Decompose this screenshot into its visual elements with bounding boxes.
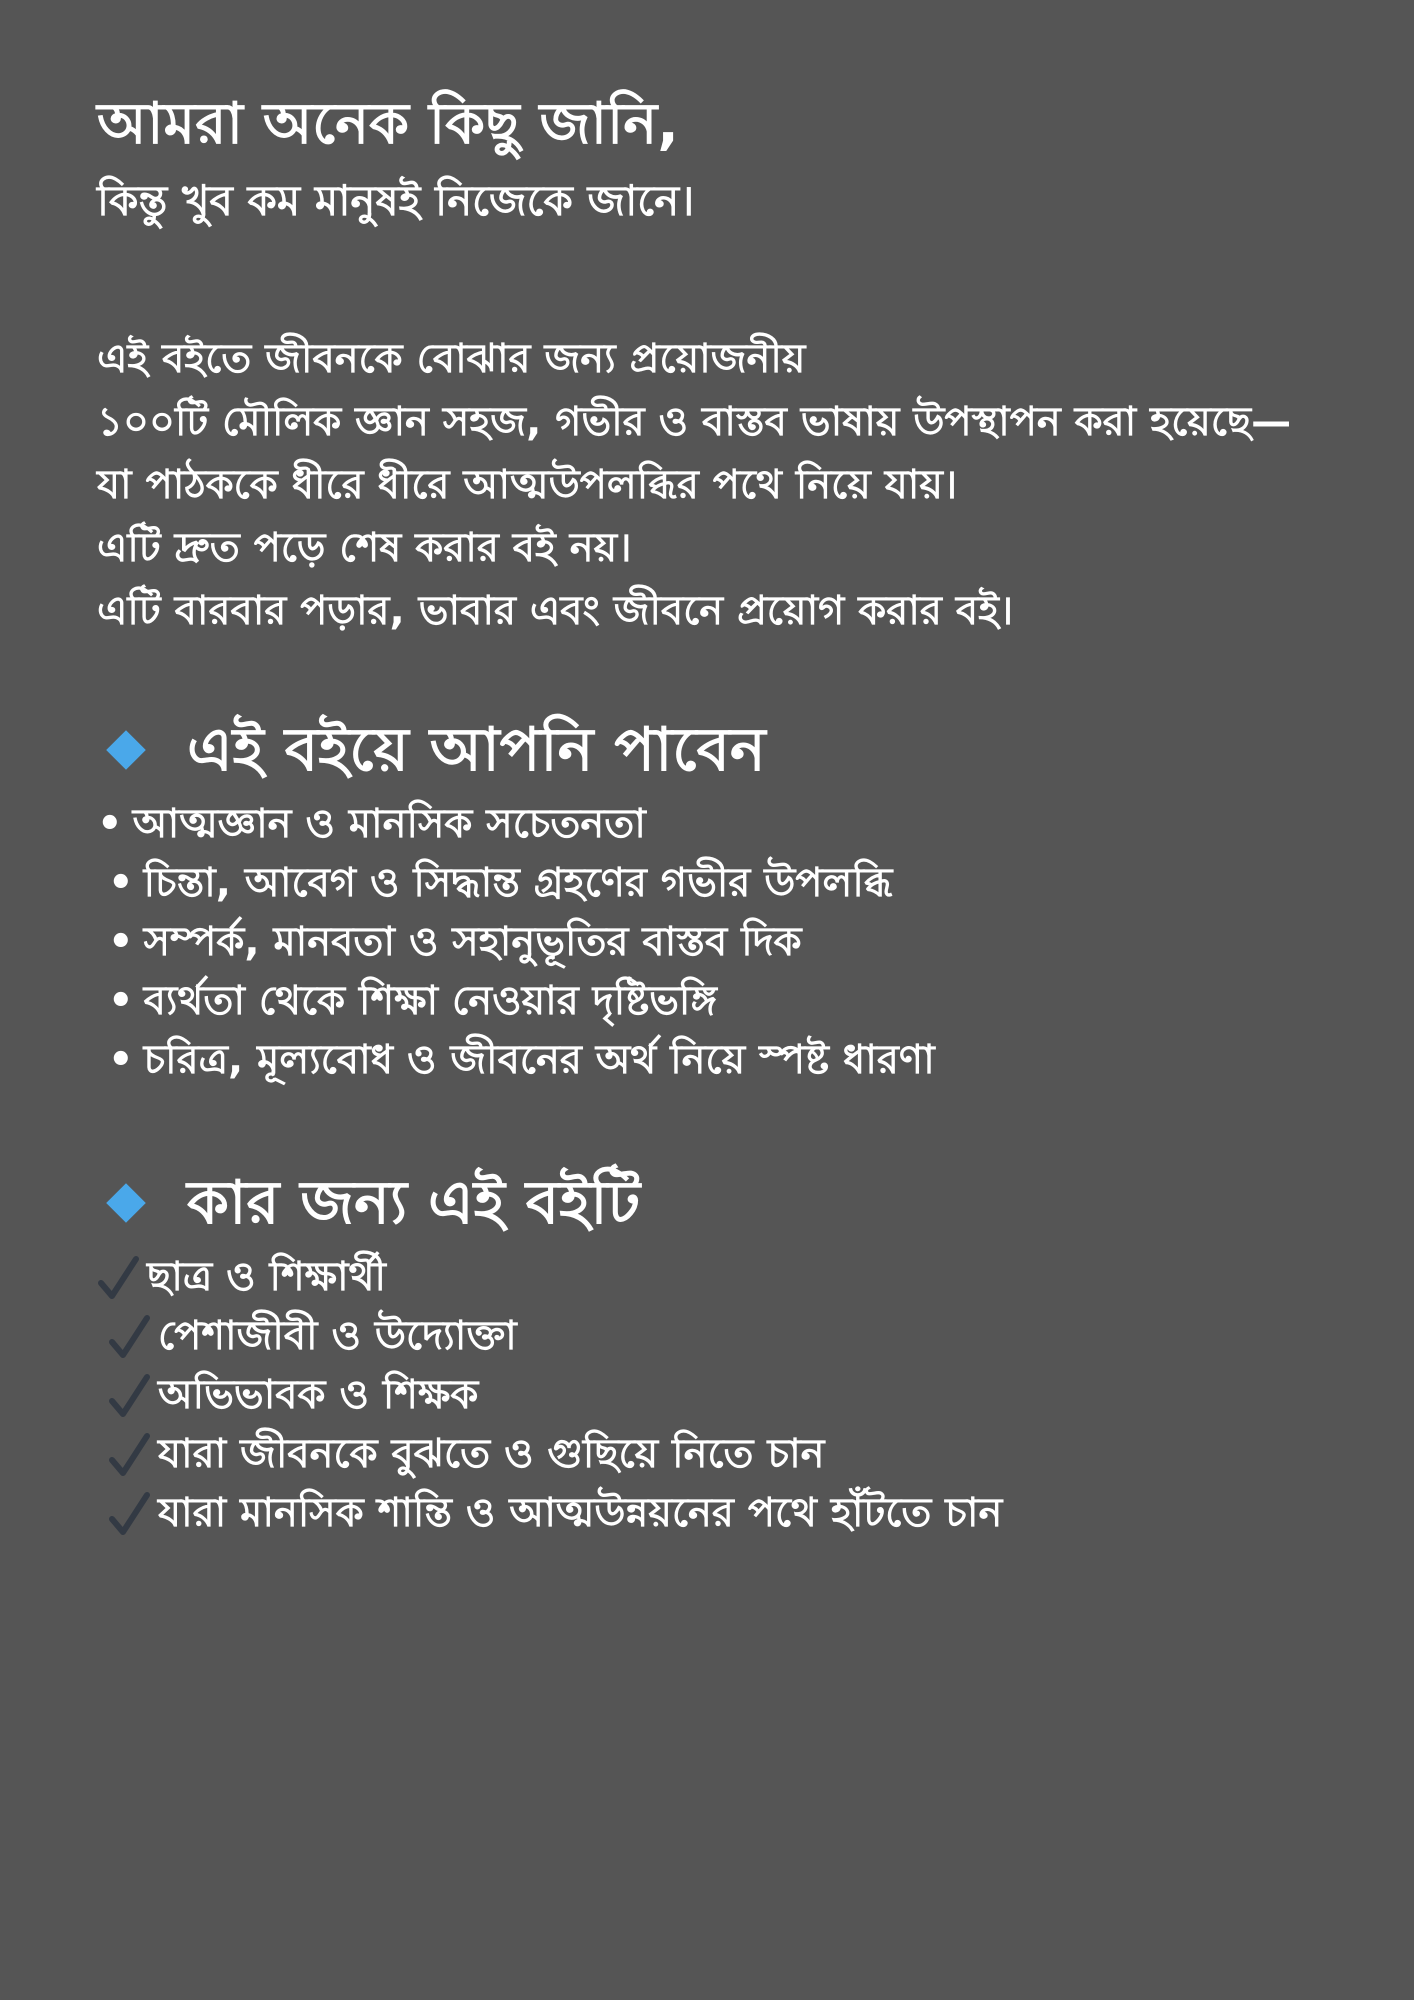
intro-line-1: এই বইতে জীবনকে বোঝার জন্য প্রয়োজনীয় [97,336,806,382]
checkmark-icon [108,1314,152,1360]
bullet-icon: • [108,919,134,965]
list-item-label: চরিত্র, মূল্যবোধ ও জীবনের অর্থ নিয়ে স্পষ্ট ধারণা [143,1037,935,1083]
intro-line-4: এটি দ্রুত পড়ে শেষ করার বই নয়। [97,525,632,571]
list-item-label: অভিভাবক ও শিক্ষক [158,1372,479,1418]
list-item-label: ব্যর্থতা থেকে শিক্ষা নেওয়ার দৃষ্টিভঙ্গি [143,978,717,1024]
list-item-label: যারা মানসিক শান্তি ও আত্মউন্নয়নের পথে হাঁটতে চান [158,1490,1003,1536]
section-heading-who-for-label: কার জন্য এই বইটি [187,1168,641,1238]
list-item [97,795,1331,854]
what-you-get-list [97,795,1331,1090]
checkmark-icon [108,1491,152,1537]
who-for-list [97,1248,1331,1543]
headline-line-2: কিন্তু খুব কম মানুষই নিজেকে জানে। [97,176,695,225]
intro-paragraph [97,328,1331,643]
section-heading-who-for [97,1158,1331,1248]
headline-line-1: আমরা অনেক কিছু জানি, [97,91,679,157]
list-item [97,1031,1331,1090]
diamond-icon [106,1183,146,1223]
intro-line-3: যা পাঠককে ধীরে ধীরে আত্মউপলব্ধির পথে নিয়ে যায়। [97,462,958,508]
diamond-icon [106,730,146,770]
bullet-icon: • [108,860,134,906]
list-item [97,1484,1331,1543]
intro-line-2: ১০০টি মৌলিক জ্ঞান সহজ, গভীর ও বাস্তব ভাষায় উপস্থাপন করা হয়েছে— [97,399,1292,445]
list-item [97,913,1331,972]
list-item [97,1366,1331,1425]
list-item [97,1248,1331,1307]
checkmark-icon [97,1255,141,1301]
intro-line-5: এটি বারবার পড়ার, ভাবার এবং জীবনে প্রয়োগ করার বই। [97,588,1014,634]
section-heading-what-you-get-label: এই বইয়ে আপনি পাবেন [187,715,766,785]
list-item-label: চিন্তা, আবেগ ও সিদ্ধান্ত গ্রহণের গভীর উপলব্ধি [143,860,893,906]
list-item-label: সম্পর্ক, মানবতা ও সহানুভূতির বাস্তব দিক [143,919,802,965]
list-item-label: পেশাজীবী ও উদ্যোক্তা [158,1313,517,1359]
book-description-page [97,78,1331,1543]
list-item [97,854,1331,913]
checkmark-icon [108,1373,152,1419]
list-item-label: আত্মজ্ঞান ও মানসিক সচেতনতা [132,801,646,847]
list-item [97,1307,1331,1366]
list-item [97,1425,1331,1484]
bullet-icon: • [97,801,123,847]
list-item-label: ছাত্র ও শিক্ষার্থী [147,1254,386,1300]
list-item [97,972,1331,1031]
bullet-icon: • [108,1037,134,1083]
list-item-label: যারা জীবনকে বুঝতে ও গুছিয়ে নিতে চান [158,1431,825,1477]
checkmark-icon [108,1432,152,1478]
bullet-icon: • [108,978,134,1024]
section-heading-what-you-get [97,705,1331,795]
